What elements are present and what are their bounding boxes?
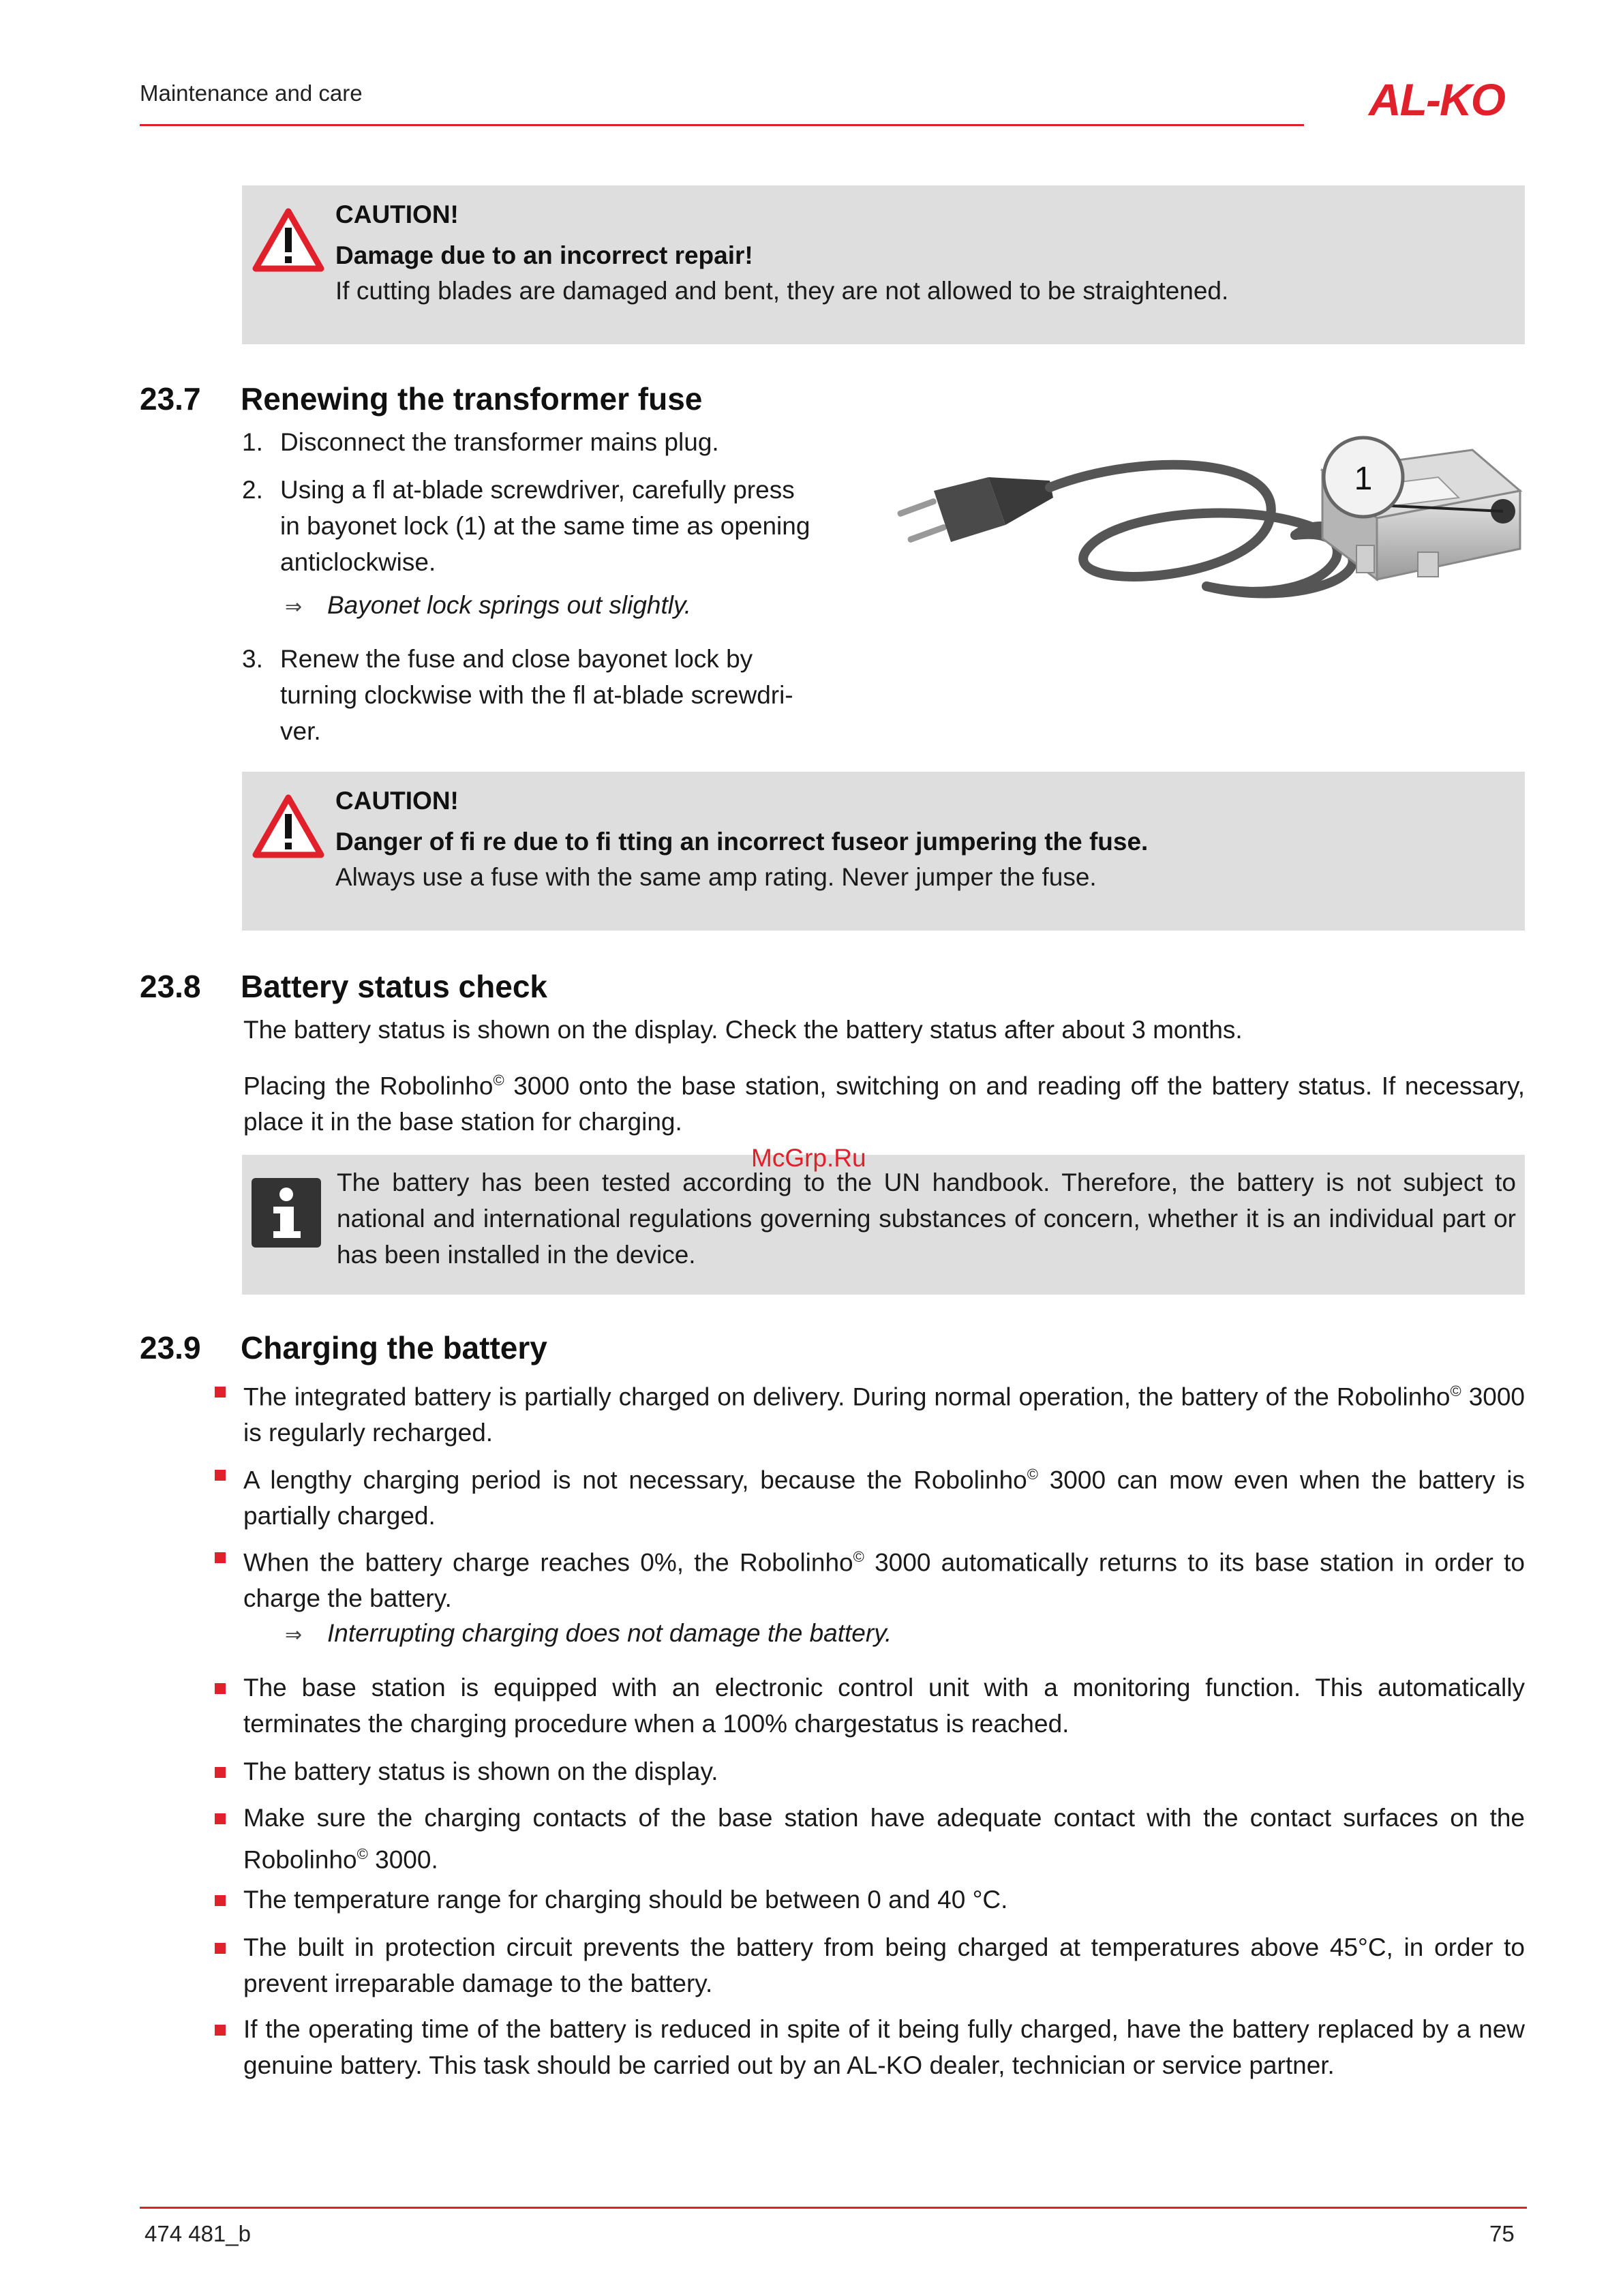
charging-result: ⇒ Interrupting charging does not damage the battery. <box>285 1619 892 1647</box>
watermark: McGrp.Ru <box>751 1144 866 1172</box>
caution-label: CAUTION! <box>335 200 459 228</box>
footer-rule <box>140 2207 1527 2209</box>
caution-text: Always use a fuse with the same amp rating. Never jumper the fuse. <box>335 863 1097 891</box>
caution-headline: Danger of fi re due to fi tting an incorrect fuseor jumpering the fuse. <box>335 828 1149 856</box>
info-text: The battery has been tested according to the UN handbook. Therefore, the battery is not subject to national and international regulations governing substances of concern, whether it is an individual part or has been installed in the device. <box>337 1168 1516 1269</box>
warning-triangle-icon <box>252 794 325 859</box>
caution-text: If cutting blades are damaged and bent, they are not allowed to be straightened. <box>335 277 1229 305</box>
section-heading-23-8: 23.8 Battery status check <box>140 969 547 1004</box>
list-item: The temperature range for charging should be between 0 and 40 °C. <box>243 1882 1525 1918</box>
arrow-icon: ⇒ <box>285 1624 303 1646</box>
list-item: A lengthy charging period is not necessary, because the Robolinho© 3000 can mow even when the battery is partially charged. <box>243 1456 1525 1534</box>
section-heading-23-9: 23.9 Charging the battery <box>140 1330 547 1365</box>
arrow-icon: ⇒ <box>285 596 303 618</box>
paragraph-placing: Placing the Robolinho© 3000 onto the base station, switching on and reading off the battery status. If necessary, place it in the base station for charging. <box>243 1072 1525 1136</box>
caution-headline: Damage due to an incorrect repair! <box>335 241 753 269</box>
caution-box-1 <box>242 185 1525 344</box>
caution-box-2 <box>242 772 1525 931</box>
list-item: If the operating time of the battery is reduced in spite of it being fully charged, have the battery replaced by a new genuine battery. This task should be carried out by an AL-KO dealer, technician or service partner. <box>243 2011 1525 2083</box>
document-number: 474 481_b <box>145 2221 251 2246</box>
info-icon <box>252 1178 321 1248</box>
section-heading-23-7: 23.7 Renewing the transformer fuse <box>140 381 703 417</box>
list-item: When the battery charge reaches 0%, the Robolinho© 3000 automatically returns to its base station in order to charge the battery. <box>243 1539 1525 1616</box>
figure-callout-1: 1 <box>1354 461 1373 497</box>
list-item: The built in protection circuit prevents the battery from being charged at temperatures above 45°C, in order to prevent irreparable damage to the battery. <box>243 1929 1525 2002</box>
list-item: The integrated battery is partially charged on delivery. During normal operation, the battery of the Robolinho© 3000 is regularly recharged. <box>243 1373 1525 1451</box>
list-item: Make sure the charging contacts of the base station have adequate contact with the contact surfaces on the Robolinho© 3000. <box>243 1800 1525 1877</box>
list-item: The base station is equipped with an electronic control unit with a monitoring function. This automatically terminates the charging procedure when a 100% chargestatus is reached. <box>243 1670 1525 1742</box>
running-header: Maintenance and care <box>140 80 363 106</box>
warning-triangle-icon <box>252 207 325 273</box>
brand-logo: AL-KO <box>1369 74 1504 125</box>
info-box <box>242 1155 1525 1295</box>
step-2-result: ⇒ Bayonet lock springs out slightly. <box>285 591 692 619</box>
header-rule <box>140 124 1304 126</box>
paragraph-battery-status: The battery status is shown on the display. Check the battery status after about 3 months. <box>243 1016 1243 1044</box>
transformer-figure <box>886 423 1541 641</box>
list-item: The battery status is shown on the display. <box>243 1753 1525 1789</box>
caution-label: CAUTION! <box>335 787 459 815</box>
page-number: 75 <box>1489 2221 1515 2246</box>
